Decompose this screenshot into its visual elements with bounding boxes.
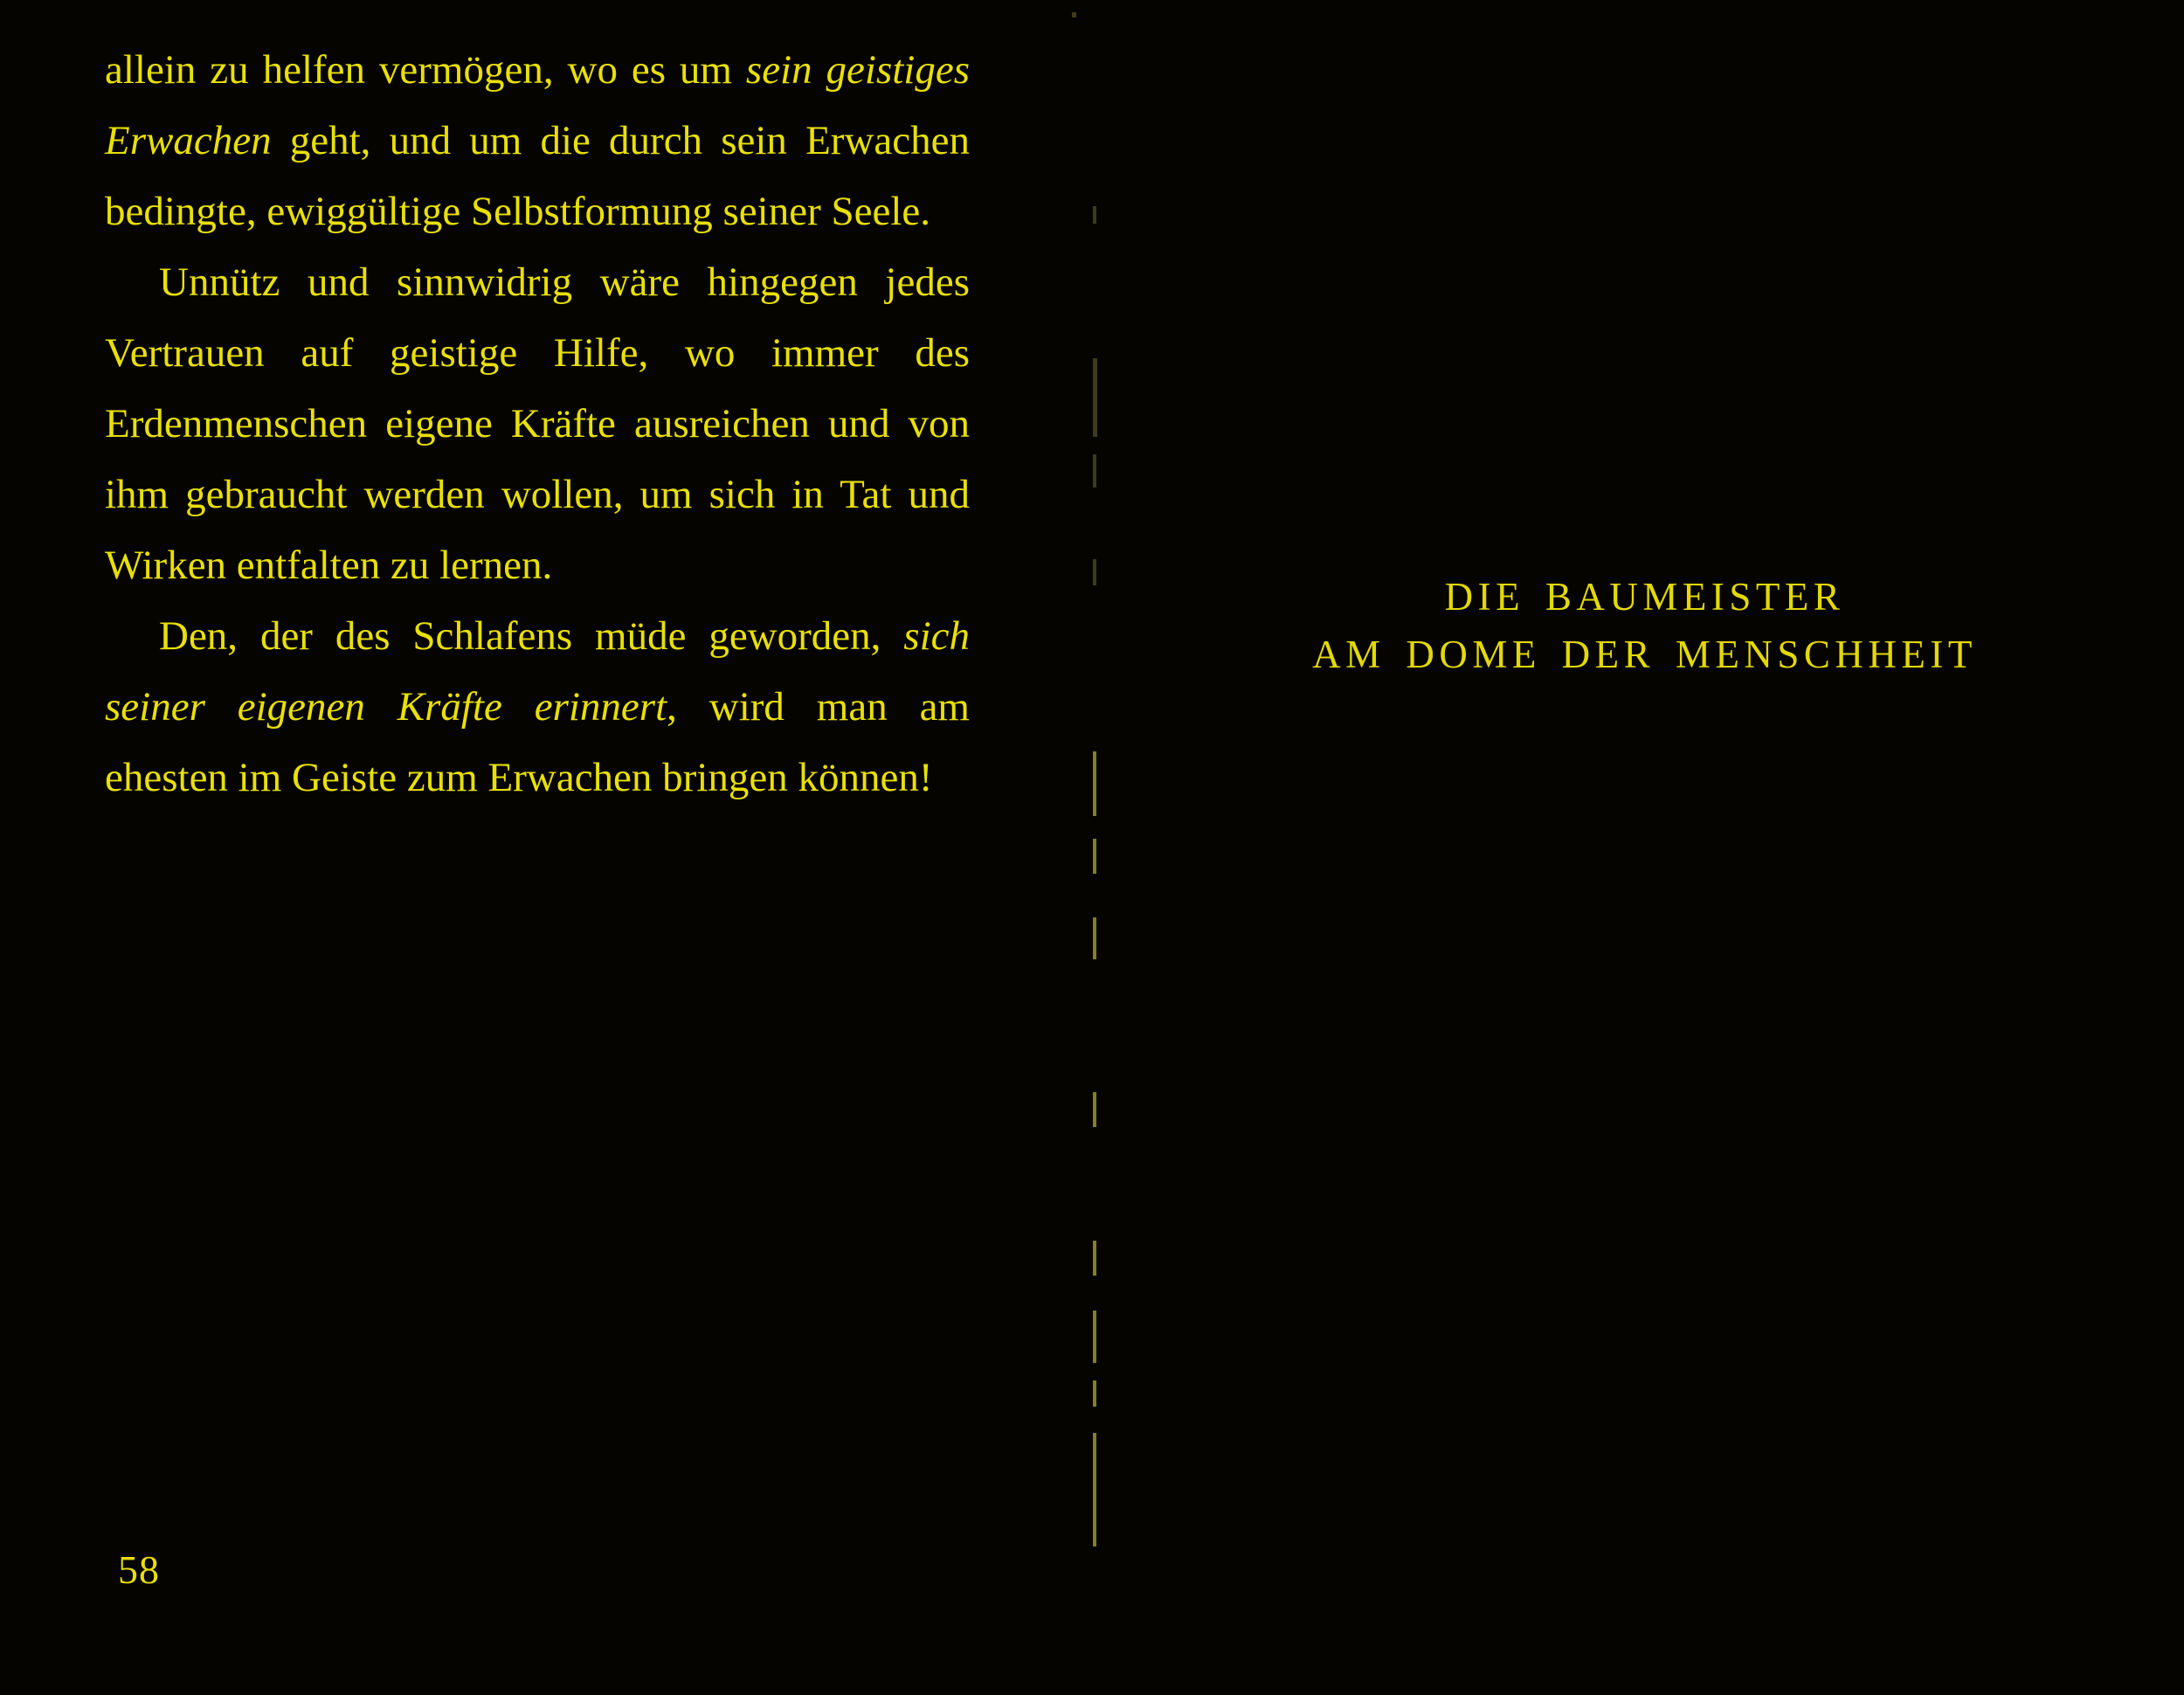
gutter-speck (1093, 206, 1096, 224)
paragraph-2 (105, 247, 970, 601)
paragraph-1 (105, 35, 970, 247)
text-run-italic: sich seiner eigenen Kräfte erinnert (105, 613, 970, 730)
text-run: geht, und um die durch sein Erwachen bedingte, ewiggültige Selbstformung seiner Seele. (105, 118, 970, 234)
gutter-line (1093, 751, 1096, 816)
chapter-title-line-1: DIE BAUMEISTER (1444, 575, 1845, 619)
chapter-title (1105, 568, 2184, 683)
gutter-speck (1093, 454, 1096, 488)
body-text-block (105, 35, 970, 813)
gutter-line (1093, 839, 1096, 874)
gutter-speck (1072, 12, 1076, 17)
gutter-line (1093, 1241, 1096, 1276)
verso-page (0, 0, 1035, 1695)
gutter-line (1093, 1433, 1096, 1546)
text-run: Den, der des Schlafens müde geworden, (159, 613, 904, 659)
text-run: Unnütz und sinnwidrig wäre hingegen jedes Vertrauen auf geistige Hilfe, wo immer des Erdenmenschen eigene Kräfte ausreichen und von ihm gebraucht werden wollen, um sich in Tat und Wirken entfalten zu lernen. (105, 259, 970, 588)
gutter-line (1093, 917, 1096, 959)
text-run: , wird man am ehesten im Geiste zum Erwachen bringen können! (105, 684, 970, 800)
book-gutter (1009, 0, 1105, 1695)
text-run-italic: sein geistiges Erwachen (105, 47, 971, 163)
gutter-speck (1093, 559, 1096, 585)
paragraph-3 (105, 601, 970, 813)
gutter-line (1093, 1311, 1096, 1363)
text-run: allein zu helfen vermögen, wo es um (105, 47, 746, 93)
chapter-title-line-2: AM DOME DER MENSCHHEIT (1312, 633, 1977, 676)
gutter-speck (1093, 358, 1097, 437)
gutter-line (1093, 1092, 1096, 1127)
gutter-line (1093, 1380, 1096, 1407)
page-number: 58 (118, 1547, 160, 1592)
recto-page (1105, 0, 2184, 1695)
